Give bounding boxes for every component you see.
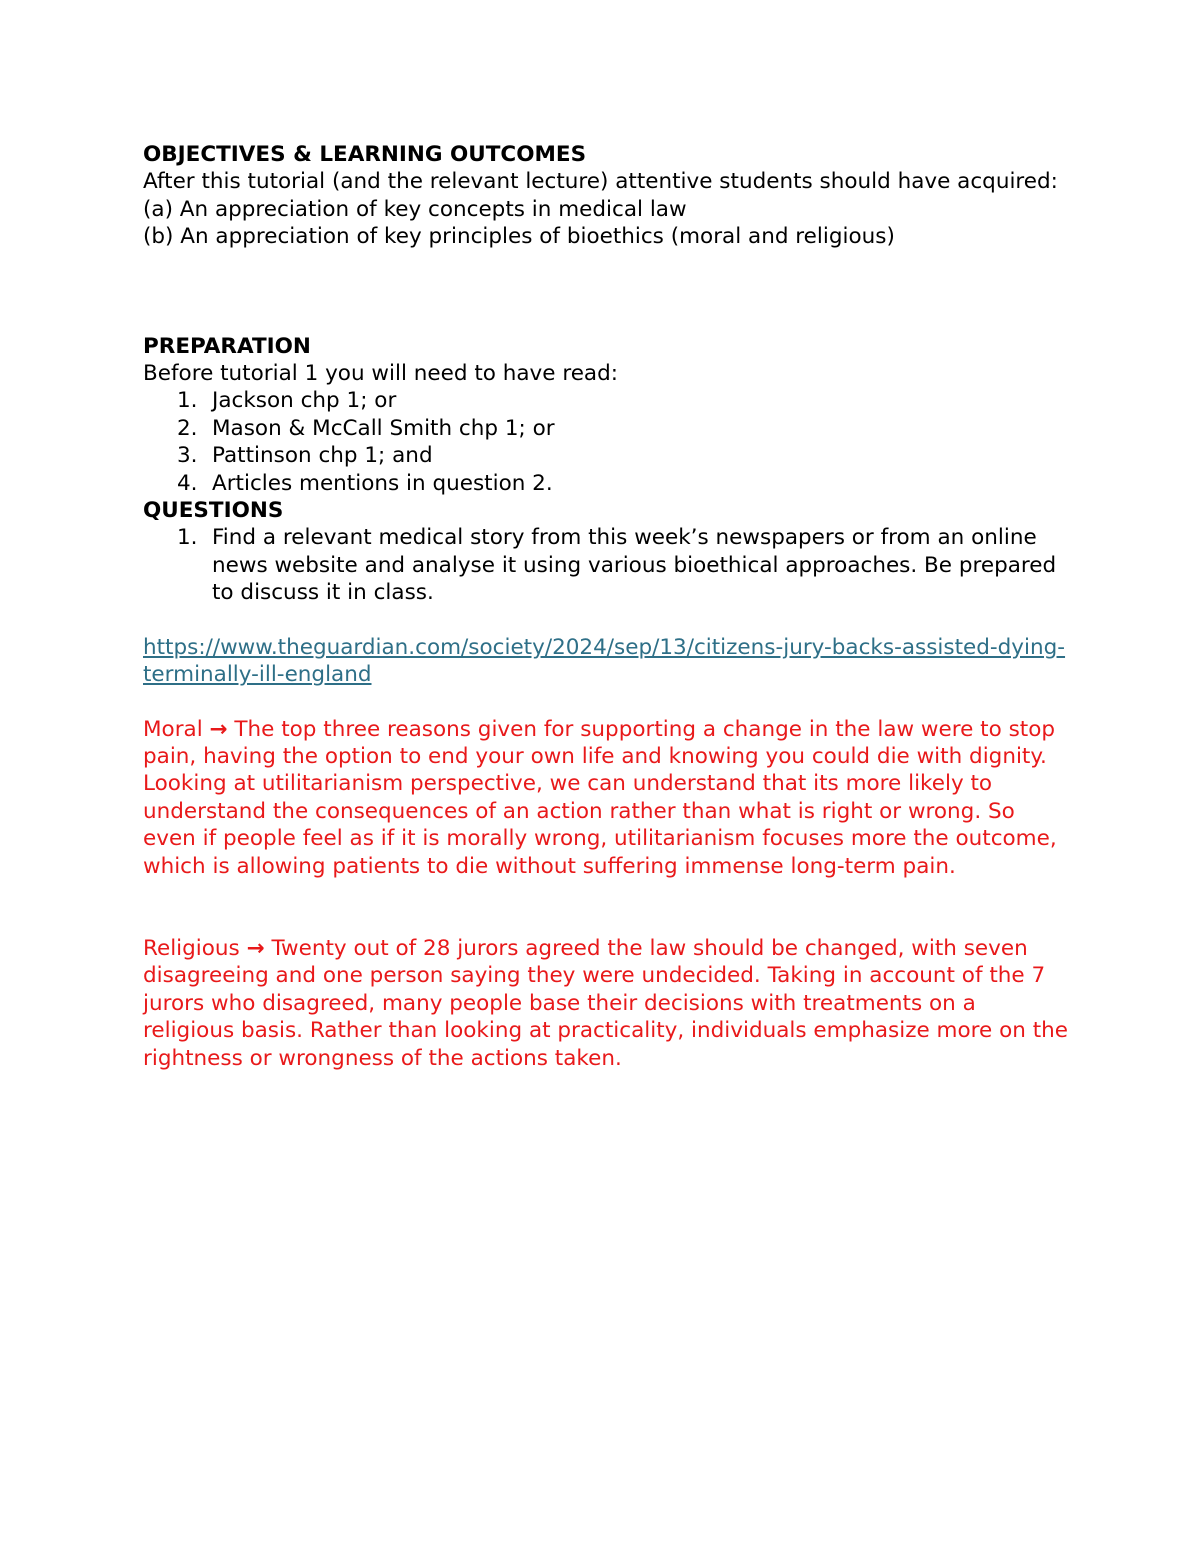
list-item-text: Articles mentions in question 2.	[212, 470, 553, 496]
spacer	[143, 880, 1073, 935]
arrow-right-icon: →	[246, 935, 265, 961]
preparation-intro: Before tutorial 1 you will need to have read:	[143, 361, 618, 387]
religious-text: Twenty out of 28 jurors agreed the law should be changed, with seven disagreeing and one person saying they were undecided. Taking in account of the 7 jurors who disagreed, many people base their decisions with treatments on a religious basis. Rather than looking at practicality, individuals emphasize more on the rightness or wrongness of the actions taken.	[143, 935, 1068, 1071]
list-item	[143, 415, 1073, 442]
preparation-list	[143, 387, 1073, 497]
arrow-right-icon: →	[209, 716, 228, 742]
list-item	[143, 524, 1073, 606]
religious-label: Religious	[143, 935, 240, 961]
moral-text: The top three reasons given for supporting a change in the law were to stop pain, having the option to end your own life and knowing you could die with dignity. Looking at utilitarianism perspective, we can understand that its more likely to understand the consequences of an action rather than what is right or wrong. So even if people feel as if it is morally wrong, utilitarianism focuses more the outcome, which is allowing patients to die without suffering immense long-term pain.	[143, 716, 1057, 879]
list-item	[143, 387, 1073, 414]
objectives-heading: OBJECTIVES & LEARNING OUTCOMES	[143, 142, 587, 167]
religious-answer	[143, 935, 1073, 1072]
list-item-number: 2.	[177, 415, 198, 441]
list-item-text: Find a relevant medical story from this week’s newspapers or from an online news website and analyse it using various bioethical approaches. Be prepared to discuss it in class.	[212, 525, 1057, 606]
spacer	[143, 607, 1073, 634]
list-item-number: 1.	[177, 388, 198, 414]
spacer	[143, 251, 1073, 333]
list-item-text: Pattinson chp 1; and	[212, 443, 433, 469]
list-item-number: 4.	[177, 470, 198, 496]
list-item	[143, 470, 1073, 497]
questions-list	[143, 524, 1073, 606]
spacer	[143, 689, 1073, 716]
list-item-text: Jackson chp 1; or	[212, 388, 397, 414]
preparation-heading: PREPARATION	[143, 333, 311, 359]
objectives-line-2: (b) An appreciation of key principles of bioethics (moral and religious)	[143, 224, 895, 250]
guardian-article-link[interactable]: https://www.theguardian.com/society/2024/sep/13/citizens-jury-backs-assisted-dying-terminally-ill-england	[143, 634, 1066, 688]
list-item-number: 1.	[177, 525, 198, 551]
moral-label: Moral	[143, 716, 203, 742]
moral-answer	[143, 716, 1073, 880]
objectives-line-1: After this tutorial (and the relevant lecture) attentive students should have acquired: (a) An appreciation of key concepts in medical law	[143, 169, 1058, 222]
list-item-text: Mason & McCall Smith chp 1; or	[212, 415, 555, 441]
list-item	[143, 442, 1073, 469]
questions-heading: QUESTIONS	[143, 498, 284, 524]
list-item-number: 3.	[177, 443, 198, 469]
document-page	[143, 141, 1073, 1072]
